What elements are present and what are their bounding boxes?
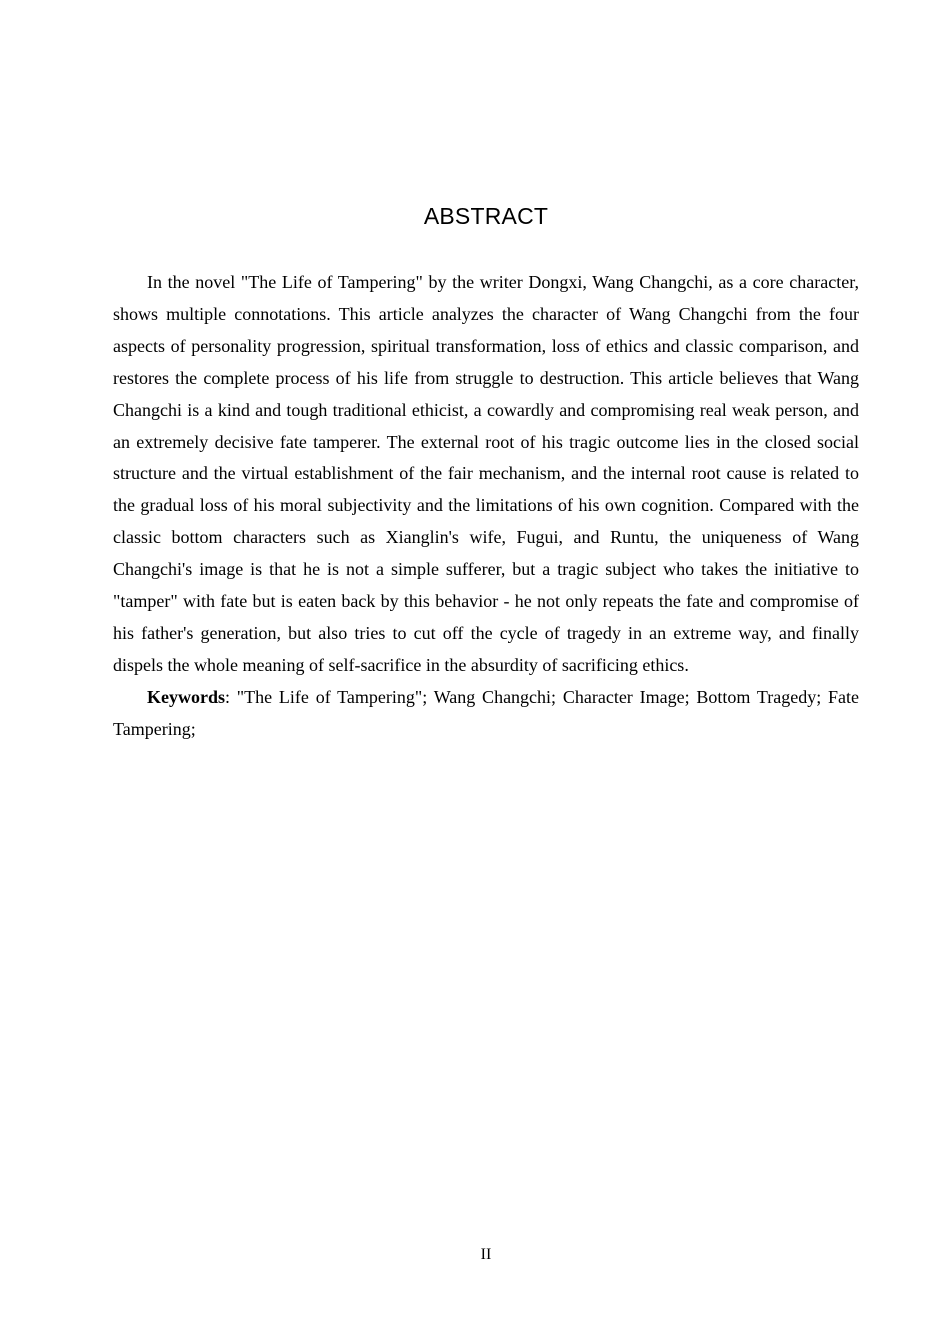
page-title: ABSTRACT	[423, 203, 549, 229]
keywords-paragraph	[113, 682, 859, 746]
page-number: II	[480, 1246, 492, 1263]
abstract-body	[113, 267, 859, 746]
keywords-label: Keywords	[147, 686, 225, 707]
abstract-paragraph: In the novel "The Life of Tampering" by the writer Dongxi, Wang Changchi, as a core character, shows multiple connotations. This article analyzes the character of Wang Changchi from the four aspects of personality progression, spiritual transformation, loss of ethics and classic comparison, and restores the complete process of his life from struggle to destruction. This article believes that Wang Changchi is a kind and tough traditional ethicist, a cowardly and compromising real weak person, and an extremely decisive fate tamperer. The external root of his tragic outcome lies in the closed social structure and the virtual establishment of the fair mechanism, and the internal root cause is related to the gradual loss of his moral subjectivity and the limitations of his own cognition. Compared with the classic bottom characters such as Xianglin's wife, Fugui, and Runtu, the uniqueness of Wang Changchi's image is that he is not a simple sufferer, but a tragic subject who takes the initiative to "tamper" with fate but is eaten back by this behavior - he not only repeats the fate and compromise of his father's generation, but also tries to cut off the cycle of tragedy in an extreme way, and finally dispels the whole meaning of self-sacrifice in the absurdity of sacrificing ethics.	[113, 272, 859, 675]
keywords-text: : "The Life of Tampering"; Wang Changchi; Character Image; Bottom Tragedy; Fate Tampering;	[113, 686, 859, 739]
